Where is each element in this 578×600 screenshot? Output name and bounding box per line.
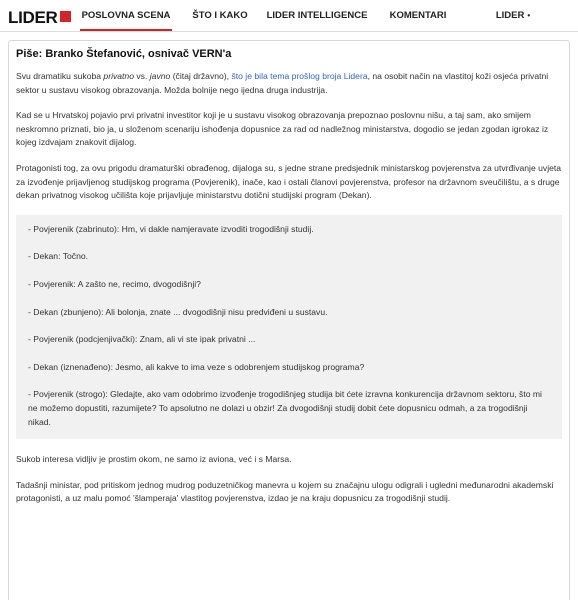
article-link[interactable]: što je bila tema prošlog broja Lidera	[231, 71, 368, 81]
nav-item-label: ŠTO I KAKO	[192, 10, 248, 21]
nav-item-komentari[interactable]	[378, 0, 458, 31]
dialogue-line: - Dekan (iznenađeno): Jesmo, ali kakve to ima veze s odobrenjem studijskog programa?	[28, 361, 365, 372]
nav-item-sto-i-kako[interactable]	[180, 0, 260, 31]
dialogue-line: - Povjerenik (zabrinuto): Hm, vi dakle namjeravate izvoditi trogodišnji studij.	[28, 223, 314, 234]
nav-item-poslovna-scena[interactable]	[80, 0, 172, 31]
dialogue-line: - Dekan: Točno.	[28, 251, 89, 262]
lider-logo[interactable]: LIDER	[8, 8, 58, 27]
paragraph-3: Protagonisti tog, za ovu prigodu dramaturški obrađenog, dijaloga su, s jedne strane predsjednik ministarskog povjerenstva za utvrđivanje uvjeta za izvođenje prijavljenog studijskog programa (Povjerenik), inače, kao i ostali članovi povjerenstva, profesor na državnom sveučilištu, a s druge dekan privatnog visokog učilišta koje prijavljuje ministarstvu dotični studijski program (Dekan).	[16, 162, 562, 201]
dialogue-line: - Povjerenik: A zašto ne, recimo, dvogodišnji?	[28, 278, 201, 289]
paragraph-4: Sukob interesa vidljiv je prostim okom, ne samo iz aviona, već i s Marsa.	[16, 454, 292, 465]
nav-item-label: POSLOVNA SCENA	[81, 10, 171, 21]
top-navigation-bar	[0, 0, 578, 32]
italic-text: javno	[149, 71, 171, 81]
article-body	[16, 48, 562, 518]
text-run: Svu dramatiku sukoba	[16, 71, 104, 81]
dropdown-dot-icon: •	[527, 11, 531, 20]
dialogue-line: - Povjerenik (podcjenjivački): Znam, ali vi ste ipak privatni ...	[28, 334, 256, 345]
italic-text: privatno	[103, 71, 134, 81]
dialogue-box	[16, 215, 562, 439]
logo-red-square-icon	[60, 11, 71, 22]
nav-item-label: LIDER	[495, 10, 525, 22]
dialogue-line: - Dekan (zbunjeno): Ali bolonja, znate ... dvogodišnji nisu predviđeni u sustavu.	[28, 306, 328, 317]
nav-item-label: LIDER INTELLIGENCE	[266, 10, 368, 21]
paragraph-2: Kad se u Hrvatskoj pojavio prvi privatni investitor koji je u sustavu visokog obrazovanja prepoznao poslovnu nišu, a taj sam, ako smijem neskromno priznati, bio ja, u složenom scenariju ishođenja dopusnice za rad od nadležnog ministarstva, dogodio se jedan zgodan igrokaz iz kojeg izdvajam znakovit dijalog.	[16, 110, 549, 148]
article-author-heading: Piše: Branko Štefanović, osnivač VERN'a	[16, 48, 232, 60]
paragraph-5: Tadašnji ministar, pod pritiskom jednog mudrog poduzetničkog manevra u kojem su značajnu ulogu odigrali i ugledni međunarodni akademski protagonisti, a uz malu pomoć 'šlamperaja' vlastitog povjerenstva, izdao je na kraju dopusnicu za trogodišnji studij.	[16, 479, 554, 504]
dialogue-line: - Povjerenik (strogo): Gledajte, ako vam odobrimo izvođenje trogodišnjeg studija bit ćete izravna konkurencija državnom sektoru, što mi ne možemo dopustiti, razumijete? To apsolutno ne dolazi u obzir! Za dvogodišnji studij dobit ćete dopusnicu odmah, a za trogodišnji nikad.	[28, 389, 542, 427]
text-run: , na osobit način na vlastitoj koži osjeća privatni sektor u sustavu visokog obrazovanja. Možda bolnije nego ijedna druga industrija.	[16, 71, 549, 95]
nav-item-label: KOMENTARI	[389, 10, 447, 21]
nav-item-lider-dropdown[interactable]	[478, 0, 548, 31]
text-run: vs.	[134, 71, 150, 81]
text-run: (čitaj državno),	[170, 71, 232, 81]
nav-item-lider-intelligence[interactable]	[262, 0, 372, 31]
paragraph-intro	[16, 70, 562, 97]
